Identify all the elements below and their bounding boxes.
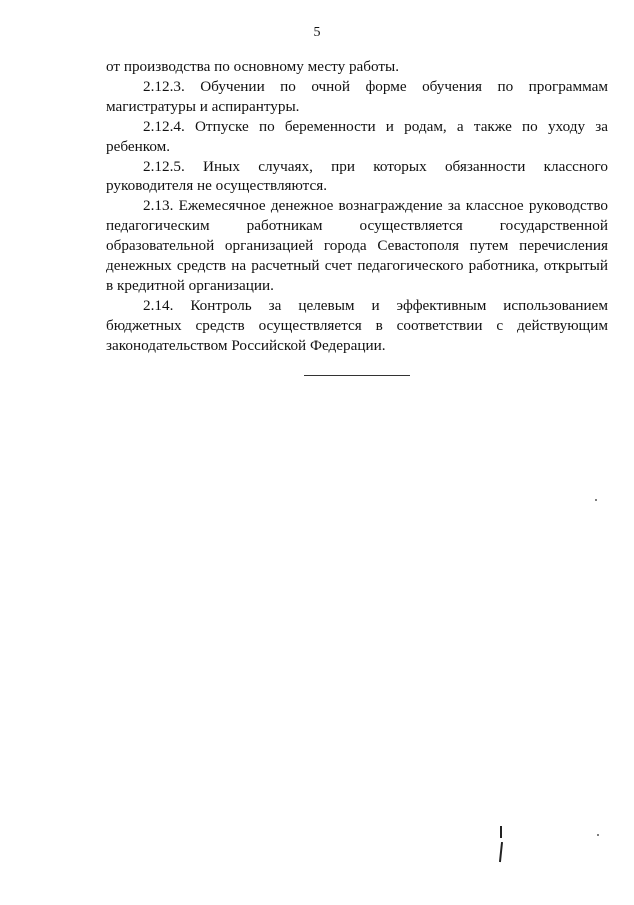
end-separator-line [304,375,410,376]
paragraph-2-13: 2.13. Ежемесячное денежное вознаграждение за классное руководство педагогическим работникам осуществляется государственной образовательной организацией города Севастополя путем перечисления денежных средств на расчетный счет педагогического работника, открытый в кредитной организации. [106,197,608,294]
paragraph-2-12-5: 2.12.5. Иных случаях, при которых обязанности классного руководителя не осуществляются. [106,157,608,195]
paragraph-2-12-3: 2.12.3. Обучении по очной форме обучения по программам магистратуры и аспирантуры. [106,77,608,115]
page-number: 5 [313,25,321,40]
paragraph-2-14: 2.14. Контроль за целевым и эффективным использованием бюджетных средств осуществляется в соответствии с действующим законодательством Российской Федерации. [106,296,608,354]
scan-mark [499,842,503,862]
document-body [106,57,608,356]
scan-speck [597,834,599,836]
scan-speck [595,499,597,501]
scan-mark [500,826,502,838]
paragraph-continuation: от производства по основному месту работы. [106,58,400,75]
paragraph-2-12-4: 2.12.4. Отпуске по беременности и родам, а также по уходу за ребенком. [106,117,608,155]
